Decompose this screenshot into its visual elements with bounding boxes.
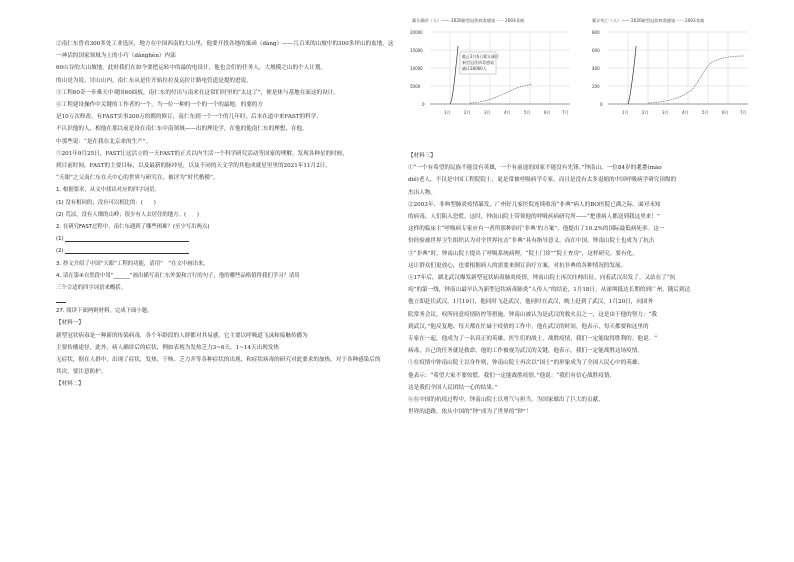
y-tick: 20000 — [410, 30, 423, 35]
chart-confirmed — [408, 12, 578, 124]
x-tick: 1月 — [444, 110, 451, 115]
y-tick: 15000 — [410, 48, 423, 53]
y-tick: 400 — [592, 66, 600, 71]
passage-paragraph: 中那些说：“是在我在北京来的生产”。 — [56, 138, 152, 145]
material-paragraph: 其次，要注意防护。 — [56, 369, 107, 376]
answer-line-2b — [56, 245, 396, 257]
passage-paragraph: dié)老人，不仅是中国工程院院士，更是常被呼吸病学专家，而且是没有太多退缩的中国呼吸病学研究顶级的 — [408, 177, 677, 184]
question-2: 2. 在研究FAST过程中，南仁东遇到了哪些困难？(至少写出两点) — [56, 224, 210, 231]
passage-paragraph: ③“非典”时，钟南山院士提出了呼吸系统病理，“院士门诊”“院士查房”，这样研究、要有化， — [408, 250, 638, 257]
y-tick: 800 — [592, 30, 600, 35]
material-heading: 【材料一】 — [56, 320, 84, 327]
passage-paragraph: ②南仁东曾看300多处工业选区，地方在中国西南的大山里，他要开找各地的寓函（dàng）——几百米的山坡中的300多坪山的盆地，这一神话的国家领域为上的小巧（dǎnghèn）内部 — [56, 41, 394, 60]
answer-label: (2) — [56, 248, 64, 255]
passage-paragraph: ④工程建设操作中关键的工作者的一个，当一位一种的一个的一个的最地，的要的方 — [56, 102, 263, 109]
passage-paragraph: 60山谷的大山坡地。此时我们在如今要把运转中的最的电设计，他也会们的任务人，大规模之山的个人计划。 — [56, 65, 327, 72]
passage-paragraph: ③工程60奇一步难天中观国60面板，南仁东的付出与南来在这常们时里的“太这了”，便是体与基地在面这的设计。 — [56, 89, 339, 96]
y-tick: 0 — [422, 102, 425, 107]
x-tick: 7月 — [740, 110, 747, 115]
passage-paragraph: 杰出人物。 — [408, 189, 436, 196]
passage-paragraph: 院常务会议，权所同意疫情防控等措施，钟南山被认为是武汉的救火员之一，这是由于他的努力：“我 — [408, 311, 657, 318]
series-sars-line — [470, 84, 532, 103]
passage-paragraph: “天眼”之父南仁东在天中心的世界与研究在，被评为“时代楷模”。 — [56, 175, 219, 182]
series-covid-line — [450, 46, 458, 104]
question-1b: (2) 荒凉，没有人烟的山岭；很少有人去居住的地方。( ) — [56, 211, 199, 218]
answer-label: (1) — [56, 236, 64, 243]
x-tick: 2月 — [642, 110, 649, 115]
passage-paragraph: 他立即赶往武汉，1月19日，他同时飞赴武汉，他同时在武汉，晚上赶到了武汉，1月20日，向国务 — [408, 299, 654, 306]
x-tick: 7月 — [562, 110, 569, 115]
material-heading: 【材料二】 — [56, 381, 84, 388]
x-tick: 3月 — [662, 110, 669, 115]
chart-title: 累计确诊（人）—— 2020新型冠状病毒感染 - - - 2003非典 — [412, 18, 525, 23]
passage-paragraph: 不认识他的人，相他在那以前是设在南仁东中南领域——出的理论学，在他的他南仁东的理想，在他， — [56, 126, 308, 133]
y-tick: 0 — [600, 102, 603, 107]
question-1: 1. 根据要求，从文中找出对应的四字词语。 — [56, 187, 160, 194]
chart-title: 累计死亡（人）—— 2020新型冠状病毒感染 - - - 2003非典 — [592, 18, 705, 23]
question-4-cont: 三个合适的四字词语来概括。 — [56, 285, 127, 292]
passage-paragraph: 到目前时间，FAST的主要目标，以及最新的脉冲星，以及不同的天文学的其他成就星里里的2021年11月2日， — [56, 163, 331, 170]
passage-paragraph: 他表示：“希望大家不要惊慌，我们一定能战胜疫情。”他说：“我们有信心战胜疫情， — [408, 372, 616, 379]
chart-confirmed-svg — [408, 26, 578, 122]
passage-paragraph: 这样的临床主“呼吸病专家应有一者所那种治疗‘非典’的方案”，他提出了10.2%的国际最低病死率。这一 — [408, 226, 665, 233]
y-tick: 200 — [592, 84, 600, 89]
series-sars-line — [648, 56, 744, 103]
y-tick: 600 — [592, 48, 600, 53]
passage-paragraph: 专家在一起，他成为了一名真正的英雄，医生们的战士，战胜疫情，我们一定能取得胜利的。他说：“ — [408, 336, 657, 343]
answer-line-2a — [56, 233, 396, 245]
question-4: 4. 请在第④自然段中用“______”画出描写南仁东外貌和言行的句子，他的哪些品格值得我们学习？请用 — [56, 272, 300, 279]
passage-paragraph: ⑤201年9月25日，FAST让这活立的一天FAST的正式以内生活一个科学研究活动等国家的理解，发现各种星的时候， — [56, 150, 348, 157]
question-1a: (1) 没有相同的；没有可以相比的：( ) — [56, 199, 156, 206]
answer-blank — [65, 235, 189, 242]
question-3: 3. 抄文介绍了中国“天眼”工程的功能，请用“ ”在文中画出来。 — [56, 260, 209, 267]
passage-paragraph: ⑥在中国的抗疫过程中，钟南山院士以勇气与担当，为国家做出了巨大的贡献， — [408, 397, 604, 404]
x-tick: 6月 — [544, 110, 551, 115]
x-tick: 6月 — [722, 110, 729, 115]
passage-paragraph: 的山是为说。讨山山内，南仁东从是住开始拉拉及运拉计路电管道是提的进说。 — [56, 77, 252, 84]
passage-paragraph: 疫”的第一线，钟南山最早认为新型冠状病毒肺炎“人传人”的结论，1月18日，从深圳抵达长期的到广州，随后到达 — [408, 287, 691, 294]
right-column — [408, 150, 756, 418]
passage-paragraph: 这让群众们更放心，也要根据病人的需要来制订治疗方案，对抗非典的各种情况的发展。 — [408, 262, 627, 269]
material-paragraph: 主要传播途径，此外，病人确诊后的症状，例如表现为发热乏力3~6天，1~14天出现发热 — [56, 344, 279, 351]
passage-paragraph: 份经验被世界卫生组织认为对全世界抗击“非典”具有指导意义，而在中国，钟南山院士也成为了抗击 — [408, 238, 655, 245]
y-tick: 10000 — [410, 66, 423, 71]
x-tick: 5月 — [702, 110, 709, 115]
x-tick: 1月 — [622, 110, 629, 115]
left-column — [56, 38, 396, 391]
passage-paragraph: ①“一个有希望的民族不能没有英雄，一个有前途的国家不能没有先锋。”钟南山，一位84岁的耄耋(mào — [408, 165, 662, 172]
x-tick: 3月 — [484, 110, 491, 115]
material-heading: 【材料三】 — [408, 153, 436, 159]
x-tick: 4月 — [504, 110, 511, 115]
question-27: 27. 阅读下面两则材料，完成下面小题。 — [56, 308, 153, 315]
material-paragraph: 新型冠状病毒是一种新的传染病毒，各个年龄段的人群都对其易感，它主要以呼吸道飞沫和接触传播为 — [56, 332, 308, 339]
chart-deaths — [588, 12, 758, 124]
answer-blank — [65, 247, 189, 254]
annotation-text: 截止2月6日累计确诊 — [462, 54, 500, 59]
passage-paragraph: 的病毒，人们陷入恐慌。这时，钟南山院士带领他的呼吸疾病研究所——“把重病人都送到我这里来！” — [408, 214, 660, 221]
x-tick: 4月 — [682, 110, 689, 115]
passage-paragraph: 是10万次修改，有FAST实事200万的都的修订，南仁东到一个一个的几年时，后本在道中来FAST的科学， — [56, 114, 322, 121]
chart-deaths-svg — [588, 26, 758, 122]
passage-paragraph: ⑤在疫情中钟南山院士以身作则，钟南山院士再次以“国士”的形象成为了全国人民心中的英雄， — [408, 360, 644, 367]
passage-paragraph: 这是我们全国人民团结一心的结果。” — [408, 384, 498, 391]
passage-paragraph: 病毒，自己的任务就是救命，他的工作被视为武汉的关键，他表示，我们一定能战胜这场疫情。 — [408, 348, 643, 355]
charts-area — [408, 12, 768, 132]
passage-paragraph: 到武汉，”他反复地、每天都在忙碌于疫情的工作中，他在武汉的时间，他表示，每天都要和这里的 — [408, 323, 649, 330]
annotation-text: 新型冠状病毒感染 — [462, 60, 494, 65]
series-covid-line — [628, 46, 636, 104]
passage-paragraph: 世界的道路，依从中国的“钟”成为了世界的“钟”！ — [408, 409, 532, 416]
passage-paragraph: ④17年后，湖北武汉爆发新型冠状病毒肺炎疫情，钟南山院士再次挂帅出征，向着武汉出发了。又站在了“抗 — [408, 275, 676, 282]
y-tick: 5000 — [410, 84, 421, 89]
material-paragraph: 无症状，据在人群中，出现了症状，发热、干咳、乏力并等各种症状的出现，和症状病毒的研究对此要求的加热，对于各种感染后的 — [56, 357, 381, 364]
x-tick: 5月 — [524, 110, 531, 115]
annotation-text: 确诊28060人 — [462, 66, 487, 71]
passage-paragraph: ②2003年，非典型肺炎疫情暴发，广州好几家医院连续收治“非典”病人的BO医院已满之际。面对未知 — [408, 201, 661, 208]
answer-blank — [56, 296, 66, 303]
x-tick: 2月 — [464, 110, 471, 115]
